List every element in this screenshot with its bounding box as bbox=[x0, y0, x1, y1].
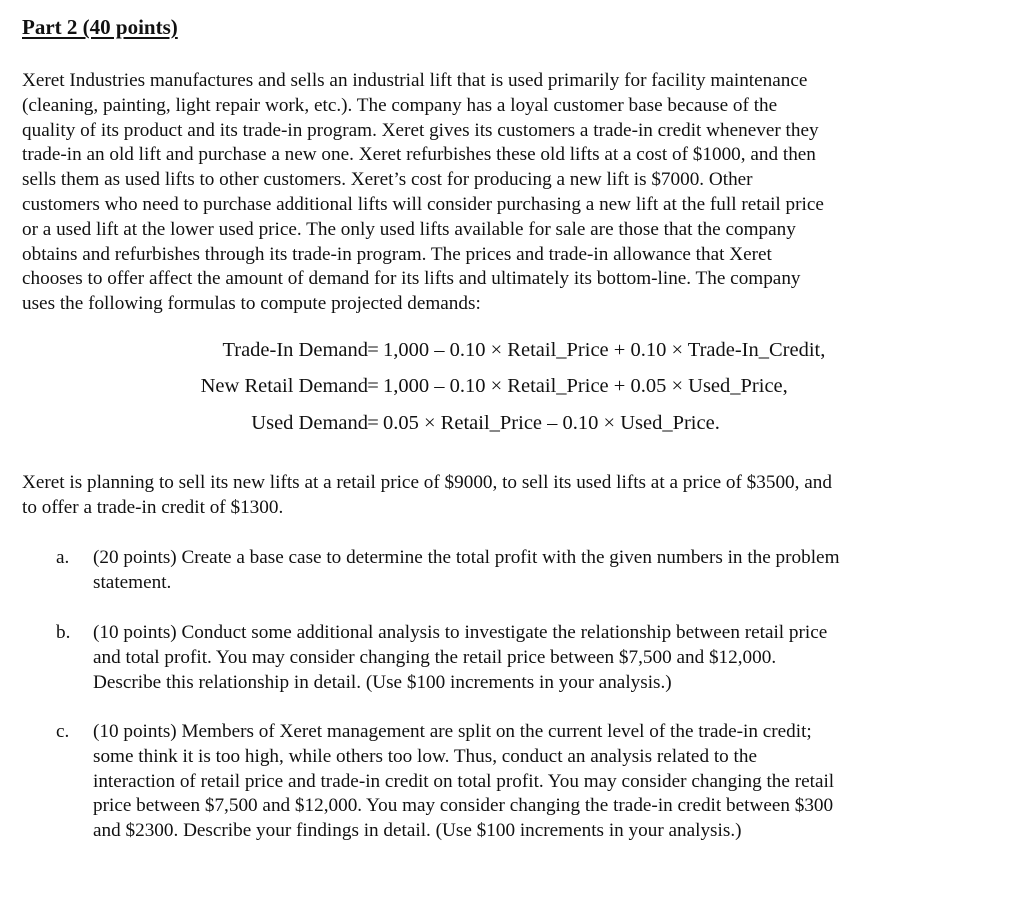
equation-lhs: Used Demand bbox=[251, 412, 368, 434]
question-text bbox=[93, 546, 993, 596]
intro-line: chooses to offer affect the amount of demand for its lifts and ultimately its bottom-line. The company bbox=[22, 268, 801, 290]
question-line: some think it is too high, while others too low. Thus, conduct an analysis related to the bbox=[93, 745, 758, 767]
intro-paragraph bbox=[22, 69, 1012, 317]
equation-rhs: 1,000 – 0.10 × Retail_Price + 0.10 × Trade-In_Credit, bbox=[383, 339, 826, 361]
equation-lhs: Trade-In Demand bbox=[222, 339, 368, 361]
pricing-paragraph bbox=[22, 471, 1012, 521]
question-marker: b. bbox=[56, 622, 71, 643]
question-marker: c. bbox=[56, 721, 70, 742]
trade-in-demand-equation bbox=[0, 339, 1024, 371]
question-line: Describe this relationship in detail. (Use $100 increments in your analysis.) bbox=[93, 671, 672, 693]
question-marker: a. bbox=[56, 547, 70, 568]
question-line: price between $7,500 and $12,000. You may consider changing the trade-in credit between $300 bbox=[93, 795, 834, 817]
intro-line: (cleaning, painting, light repair work, etc.). The company has a loyal customer base because of the bbox=[22, 94, 778, 116]
used-demand-equation bbox=[0, 412, 1024, 444]
intro-line: obtains and refurbishes through its trade-in program. The prices and trade-in allowance that Xeret bbox=[22, 243, 772, 265]
intro-line: sells them as used lifts to other customers. Xeret’s cost for producing a new lift is $7000. Other bbox=[22, 169, 753, 191]
intro-line: trade-in an old lift and purchase a new one. Xeret refurbishes these old lifts at a cost of $1000, and then bbox=[22, 144, 816, 166]
intro-line: uses the following formulas to compute projected demands: bbox=[22, 293, 481, 315]
intro-line: customers who need to purchase additional lifts will consider purchasing a new lift at the full retail price bbox=[22, 193, 824, 215]
question-text bbox=[93, 621, 993, 695]
new-retail-demand-equation bbox=[0, 375, 1024, 407]
question-line: (10 points) Conduct some additional analysis to investigate the relationship between retail price bbox=[93, 622, 828, 643]
intro-line: Xeret Industries manufactures and sells an industrial lift that is used primarily for facility maintenance bbox=[22, 70, 808, 91]
equals-sign: = bbox=[367, 375, 379, 397]
question-line: (10 points) Members of Xeret management are split on the current level of the trade-in credit; bbox=[93, 721, 812, 742]
equals-sign: = bbox=[367, 339, 379, 361]
intro-line: quality of its product and its trade-in program. Xeret gives its customers a trade-in credit whenever they bbox=[22, 119, 819, 141]
question-line: (20 points) Create a base case to determine the total profit with the given numbers in the problem bbox=[93, 547, 840, 568]
question-text bbox=[93, 720, 993, 844]
pricing-line: to offer a trade-in credit of $1300. bbox=[22, 496, 284, 518]
equals-sign: = bbox=[367, 412, 379, 434]
equation-rhs: 1,000 – 0.10 × Retail_Price + 0.05 × Used_Price, bbox=[383, 375, 788, 397]
question-line: interaction of retail price and trade-in credit on total profit. You may consider changing the retail bbox=[93, 770, 835, 792]
question-line: statement. bbox=[93, 571, 172, 593]
question-line: and $2300. Describe your findings in detail. (Use $100 increments in your analysis.) bbox=[93, 820, 742, 842]
equation-lhs: New Retail Demand bbox=[200, 375, 368, 397]
question-line: and total profit. You may consider changing the retail price between $7,500 and $12,000. bbox=[93, 646, 777, 668]
intro-line: or a used lift at the lower used price. The only used lifts available for sale are those that the company bbox=[22, 218, 796, 240]
pricing-line: Xeret is planning to sell its new lifts at a retail price of $9000, to sell its used lifts at a price of $3500, and bbox=[22, 472, 832, 493]
section-heading: Part 2 (40 points) bbox=[22, 15, 178, 39]
equation-rhs: 0.05 × Retail_Price – 0.10 × Used_Price. bbox=[383, 412, 720, 434]
